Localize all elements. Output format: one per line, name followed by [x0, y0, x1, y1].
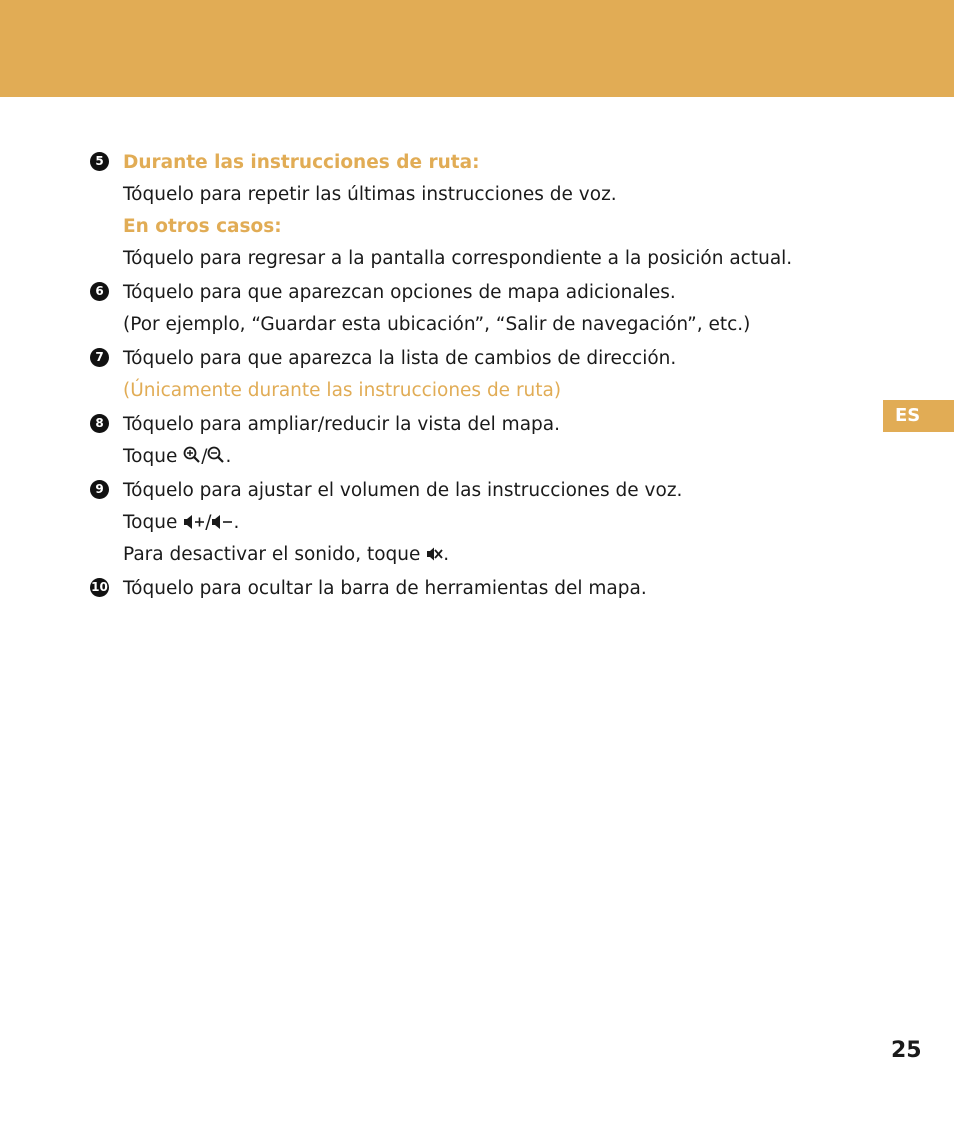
period: . — [225, 446, 232, 467]
item-text: Tóquelo para ampliar/reducir la vista del mapa. — [123, 414, 560, 435]
item-number: 10 — [90, 578, 109, 597]
slash: / — [201, 446, 208, 467]
zoom-out-icon — [207, 446, 225, 464]
instructions-list — [88, 147, 848, 607]
item-note: (Únicamente durante las instrucciones de ruta) — [123, 380, 562, 401]
period: . — [233, 512, 240, 533]
item-text: Tóquelo para ajustar el volumen de las instrucciones de voz. — [123, 480, 683, 501]
toque-label: Toque — [123, 446, 178, 467]
item-text: Tóquelo para ocultar la barra de herramientas del mapa. — [123, 578, 647, 599]
item-text: Tóquelo para que aparezca la lista de cambios de dirección. — [123, 348, 677, 369]
item-heading: En otros casos: — [123, 216, 282, 237]
slash: / — [205, 512, 212, 533]
toque-label: Toque — [123, 512, 178, 533]
header-band — [0, 0, 954, 97]
list-item — [88, 409, 848, 473]
page-number: 25 — [891, 1038, 922, 1063]
list-item — [88, 573, 848, 605]
item-text — [123, 507, 848, 539]
item-text: (Por ejemplo, “Guardar esta ubicación”, “Salir de navegación”, etc.) — [123, 314, 751, 335]
mute-icon — [426, 546, 443, 562]
item-heading: Durante las instrucciones de ruta: — [123, 152, 480, 173]
item-text: Tóquelo para regresar a la pantalla correspondiente a la posición actual. — [123, 248, 793, 269]
item-text — [123, 539, 848, 571]
list-item — [88, 343, 848, 407]
item-text: Tóquelo para repetir las últimas instrucciones de voz. — [123, 184, 617, 205]
item-number: 7 — [90, 348, 109, 367]
item-number: 8 — [90, 414, 109, 433]
item-number: 9 — [90, 480, 109, 499]
item-text — [123, 441, 848, 473]
volume-up-icon — [183, 514, 205, 530]
list-item — [88, 277, 848, 341]
item-number: 6 — [90, 282, 109, 301]
mute-text: Para desactivar el sonido, toque — [123, 544, 421, 565]
item-number: 5 — [90, 152, 109, 171]
period: . — [443, 544, 450, 565]
language-tab: ES — [883, 400, 954, 432]
list-item — [88, 147, 848, 275]
zoom-in-icon — [183, 446, 201, 464]
item-text: Tóquelo para que aparezcan opciones de mapa adicionales. — [123, 282, 676, 303]
volume-down-icon — [211, 514, 233, 530]
list-item — [88, 475, 848, 571]
